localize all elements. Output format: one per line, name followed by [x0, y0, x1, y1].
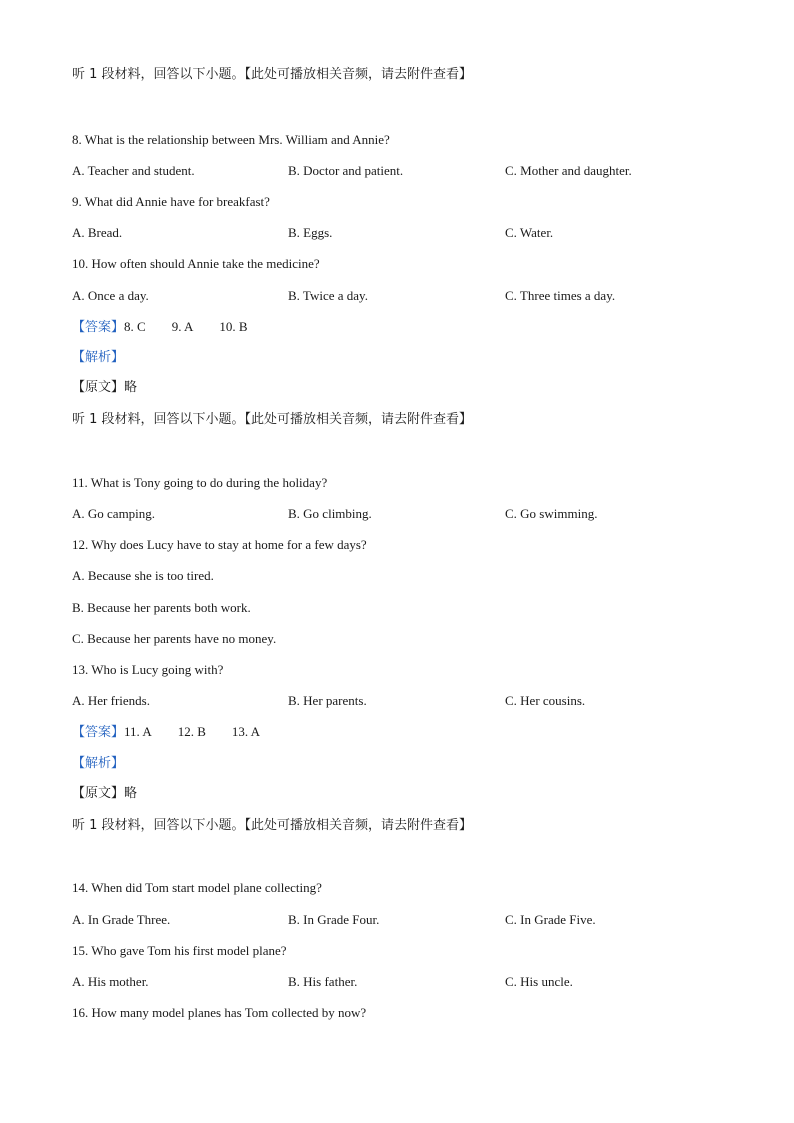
analysis-line-1 — [72, 348, 124, 367]
q13-option-a: A. Her friends. — [72, 693, 150, 708]
analysis-tag: 【解析】 — [72, 350, 125, 365]
answer-line-2 — [72, 723, 286, 742]
section-2-intro: 听 1 段材料，回答以下小题。【此处可播放相关音频，请去附件查看】 — [72, 412, 473, 427]
answer-item: 9. A — [171, 319, 194, 334]
analysis-tag: 【解析】 — [72, 756, 125, 771]
original-tag: 【原文】 — [72, 380, 125, 395]
question-14: 14. When did Tom start model plane collecting? — [72, 880, 322, 895]
q9-option-c: C. Water. — [505, 225, 554, 240]
q12-option-b: B. Because her parents both work. — [72, 600, 251, 615]
question-15: 15. Who gave Tom his first model plane? — [72, 943, 287, 958]
section-1-intro: 听 1 段材料，回答以下小题。【此处可播放相关音频，请去附件查看】 — [72, 67, 473, 82]
answer-line-1 — [72, 318, 274, 337]
answer-tag: 【答案】 — [72, 320, 125, 335]
original-text: 略 — [124, 380, 138, 395]
answer-item: 8. C — [124, 319, 146, 334]
q11-option-c: C. Go swimming. — [505, 506, 598, 521]
q8-option-b: B. Doctor and patient. — [288, 163, 404, 178]
q11-option-a: A. Go camping. — [72, 506, 156, 521]
q13-option-c: C. Her cousins. — [505, 693, 586, 708]
answer-item: 12. B — [177, 724, 206, 739]
answer-tag: 【答案】 — [72, 725, 125, 740]
q15-option-c: C. His uncle. — [505, 974, 573, 989]
section-3-intro: 听 1 段材料，回答以下小题。【此处可播放相关音频，请去附件查看】 — [72, 818, 473, 833]
q13-option-b: B. Her parents. — [288, 693, 367, 708]
q11-option-b: B. Go climbing. — [288, 506, 372, 521]
question-13: 13. Who is Lucy going with? — [72, 662, 224, 677]
q10-option-a: A. Once a day. — [72, 288, 149, 303]
q14-option-b: B. In Grade Four. — [288, 912, 380, 927]
answer-item: 11. A — [124, 724, 152, 739]
q14-option-c: C. In Grade Five. — [505, 912, 596, 927]
q12-option-c: C. Because her parents have no money. — [72, 631, 277, 646]
answer-item: 13. A — [231, 724, 261, 739]
original-tag: 【原文】 — [72, 786, 125, 801]
original-text: 略 — [124, 786, 138, 801]
analysis-line-2 — [72, 754, 124, 773]
question-9: 9. What did Annie have for breakfast? — [72, 194, 270, 209]
q10-option-b: B. Twice a day. — [288, 288, 368, 303]
q9-option-a: A. Bread. — [72, 225, 123, 240]
answer-item: 10. B — [219, 319, 248, 334]
original-line-1 — [72, 379, 137, 397]
q14-option-a: A. In Grade Three. — [72, 912, 171, 927]
q9-option-b: B. Eggs. — [288, 225, 333, 240]
question-10: 10. How often should Annie take the medicine? — [72, 256, 320, 271]
original-line-2 — [72, 785, 137, 803]
question-11: 11. What is Tony going to do during the holiday? — [72, 475, 328, 490]
q8-option-c: C. Mother and daughter. — [505, 163, 632, 178]
q15-option-a: A. His mother. — [72, 974, 149, 989]
question-8: 8. What is the relationship between Mrs. William and Annie? — [72, 132, 390, 147]
question-12: 12. Why does Lucy have to stay at home for a few days? — [72, 537, 367, 552]
question-16: 16. How many model planes has Tom collected by now? — [72, 1005, 367, 1020]
q8-option-a: A. Teacher and student. — [72, 163, 195, 178]
q12-option-a: A. Because she is too tired. — [72, 568, 214, 583]
q10-option-c: C. Three times a day. — [505, 288, 616, 303]
q15-option-b: B. His father. — [288, 974, 358, 989]
